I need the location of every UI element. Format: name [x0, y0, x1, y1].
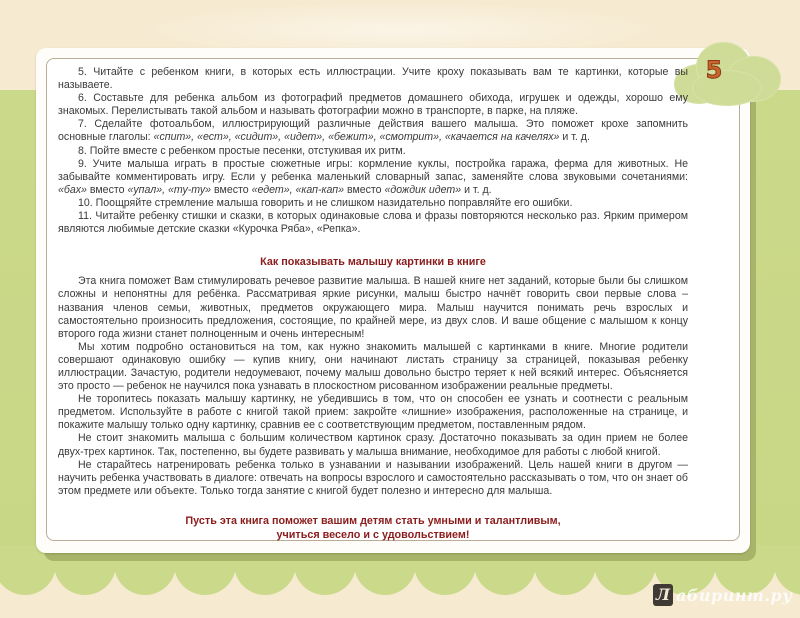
tip-item — [58, 197, 688, 210]
tip-text: 8. Пойте вместе с ребенком простые песенки, отстукивая их ритм. — [78, 144, 406, 157]
tip-item — [58, 92, 688, 118]
tips-list — [58, 66, 688, 236]
tip-example-words: «спит», «ест», «сидит», «идет», «бежит», «смотрит», «качается на качелях» — [153, 131, 560, 144]
tip-item — [58, 210, 688, 236]
tip-example-words: «бах» — [58, 183, 87, 196]
section-paragraph: Эта книга поможет Вам стимулировать речевое развитие малыша. В нашей книге нет заданий, которые были бы слишком сложны и непонятны для ребёнка. Рассматривая яркие рисунки, малыш быстро начнёт говорить свои первые слова – названия членов семьи, животных, предметов окружающего мира. Малыш научится понимать речь взрослых и самостоятельно произносить предложения, состоящие, по крайней мере, из двух слов. И ваше общение с малышом к концу второго года жизни станет полноценным и очень интересным! — [58, 275, 688, 340]
tip-example-words: «дождик идет» — [384, 183, 462, 196]
labirint-watermark[interactable] — [653, 584, 792, 606]
tip-text: вместо — [86, 183, 128, 196]
tip-item — [58, 145, 688, 158]
tip-text: 9. Учите малыша играть в простые сюжетные игры: кормление куклы, постройка гаража, ферма для животных. Не забывайте комментировать игру. Если у ребенка маленький словарный запас, заменяйте слова звуковыми сочетаниями: — [58, 157, 688, 183]
closing-message — [58, 514, 688, 542]
tip-text: 5. Читайте с ребенком книги, в которых есть иллюстрации. Учите кроху показывать вам те картинки, которые вы называете. — [58, 66, 688, 92]
tip-text: вместо — [211, 183, 252, 196]
tip-text: 10. Поощряйте стремление малыша говорить и не слишком назидательно поправляйте его ошибки. — [78, 196, 573, 209]
closing-line-2: учиться весело и с удовольствием! — [276, 528, 470, 541]
tip-text: и т. д. — [559, 131, 590, 144]
section-title: Как показывать малышу картинки в книге — [260, 256, 486, 269]
tip-example-words: «упал», «ту-ту» — [127, 183, 212, 196]
section-paragraph: Не старайтесь натренировать ребенка только в узнавании и назывании изображений. Цель нашей книги в другом — научить ребенка участвовать в диалоге: отвечать на вопросы взрослого и самостоятельно рассказывать о том, что он знает об этом предмете или объекте. Только тогда занятие с книгой будет полезно и интересно для малыша. — [58, 458, 688, 497]
section-paragraph: Мы хотим подробно остановиться на том, как нужно знакомить малышей с картинками в книге. Многие родители совершают одинаковую ошибку — купив книгу, они начинают листать страницу за страницей, показывая ребенку иллюстрации. Зачастую, родители недоумевают, почему малыш довольно быстро теряет к ней всякий интерес. Объясняется это просто — ребенок не научился пока узнавать в плоскостном рисованном изображении реальные предметы. — [58, 340, 688, 393]
tip-example-words: «едет», «кап-кап» — [251, 183, 344, 196]
tip-item — [58, 118, 688, 144]
tip-text: вместо — [344, 183, 385, 196]
watermark-text: абиринт.ру — [676, 585, 793, 605]
tip-text: 7. Сделайте фотоальбом, иллюстрирующий различные действия вашего малыша. Это поможет крохе запомнить основные глаголы: — [58, 118, 688, 144]
closing-line-1: Пусть эта книга поможет вашим детям стать умными и талантливым, — [185, 514, 561, 527]
section-paragraph: Не стоит знакомить малыша с большим количеством картинок сразу. Достаточно показывать за один прием не более двух-трех картинок. Так, постепенно, вы будете развивать у малыша внимание, необходимое для работы с любой книгой. — [58, 432, 688, 458]
tip-text: 6. Составьте для ребенка альбом из фотографий предметов домашнего обихода, игрушек и одежды, хорошо ему знакомых. Перелистывать такой альбом и называть фотографии можно в транспорте, в парке, на пляже. — [58, 92, 688, 118]
tip-item — [58, 158, 688, 197]
tip-item — [58, 66, 688, 92]
section-paragraph: Не торопитесь показать малышу картинку, не убедившись в том, что он способен ее узнать и соотнести с реальным предметом. Используйте в работе с книгой такой прием: закройте «лишние» изображения, расположенные на странице, и покажите малышу только одну картинку, сравнив ее с соответствующим предметом, поставленным рядом. — [58, 393, 688, 432]
tip-text: и т. д. — [461, 183, 492, 196]
page-content — [58, 66, 688, 542]
labirint-logo-icon: Л — [653, 584, 673, 606]
tip-text: 11. Читайте ребенку стишки и сказки, в которых одинаковые слова и фразы повторяются несколько раз. Ярким примером являются любимые детские сказки «Курочка Ряба», «Репка». — [58, 210, 688, 236]
page-number: 5 — [705, 56, 723, 84]
